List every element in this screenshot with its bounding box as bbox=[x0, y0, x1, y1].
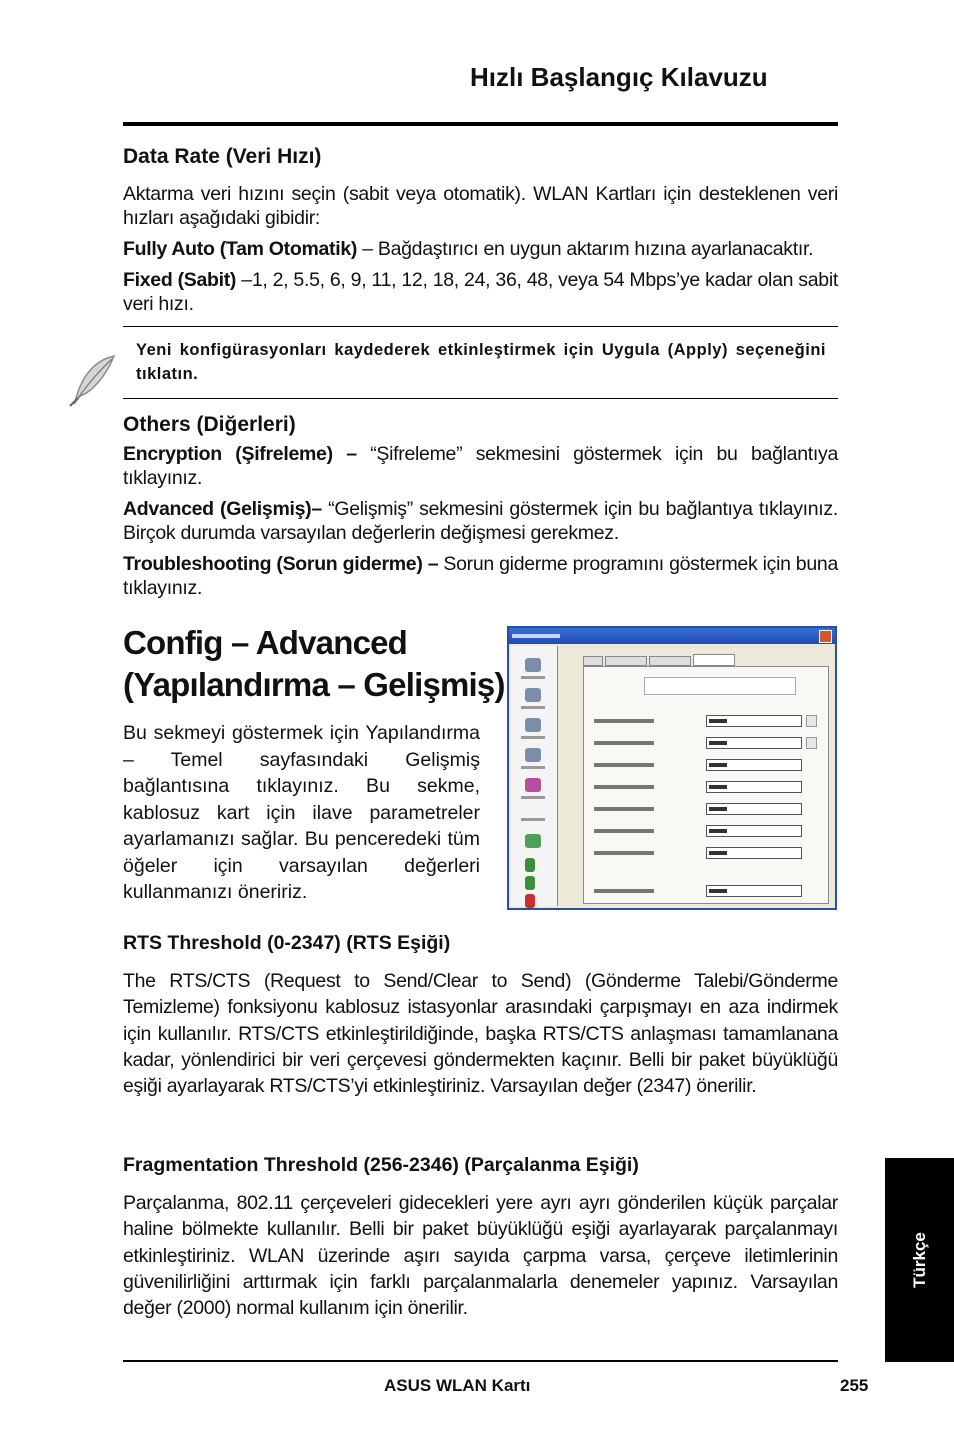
screenshot-panel bbox=[583, 666, 829, 904]
close-icon bbox=[819, 630, 832, 643]
page-number: 255 bbox=[840, 1376, 869, 1395]
rts-heading: RTS Threshold (0-2347) (RTS Eşiği) bbox=[123, 932, 451, 954]
note-top-rule bbox=[123, 326, 838, 327]
encryption-text: “Şifreleme” sekmesini göstermek için bu bağlantıya tıklayınız. bbox=[123, 443, 838, 489]
encryption-paragraph bbox=[123, 442, 838, 490]
rts-text: The RTS/CTS (Request to Send/Clear to Send) (Gönderme Talebi/Gönderme Temizleme) fonksiyonu kablosuz istasyonlar arasındaki çarpışmayı en aza indirmek için kullanılır. RTS/CTS etkinleştirildiğinde, başka RTS/CTS anlaşması tamamlanana kadar, yönlendirici bir veri çerçevesi göndermekten kaçınır. Belli bir paket büyüklüğü eşiği ayarlayarak RTS/CTS’yi etkinleştiriniz. Varsayılan değer (2347) önerilir. bbox=[123, 970, 838, 1098]
troubleshooting-term: Troubleshooting (Sorun giderme) – bbox=[123, 553, 439, 575]
config-advanced-title-line1: Config – Advanced bbox=[123, 624, 408, 661]
data-rate-intro: Aktarma veri hızını seçin (sabit veya otomatik). WLAN Kartları için desteklenen veri hızları aşağıdaki gibidir: bbox=[123, 183, 838, 229]
feather-pen-icon bbox=[66, 352, 118, 408]
fragmentation-heading: Fragmentation Threshold (256-2346) (Parçalanma Eşiği) bbox=[123, 1154, 639, 1176]
config-advanced-description: Bu sekmeyi göstermek için Yapılandırma – Temel sayfasındaki Gelişmiş bağlantısına tıklayınız. Bu sekme, kablosuz kart için ilave parametreler ayarlamanızı sağlar. Bu penceredeki tüm öğeler için varsayılan değerleri kullanmanızı öneririz. bbox=[123, 722, 480, 903]
advanced-term: Advanced (Gelişmiş)– bbox=[123, 498, 322, 520]
fully-auto-paragraph bbox=[123, 237, 838, 261]
fully-auto-term: Fully Auto (Tam Otomatik) bbox=[123, 238, 358, 260]
advanced-paragraph bbox=[123, 497, 838, 545]
troubleshooting-paragraph bbox=[123, 552, 838, 600]
troubleshooting-text: Sorun giderme programını göstermek için buna tıklayınız. bbox=[123, 553, 838, 599]
note-text: Yeni konfigürasyonları kaydederek etkinleştirmek için Uygula (Apply) seçeneğini tıklatın. bbox=[136, 341, 826, 383]
footer-rule bbox=[123, 1360, 838, 1362]
fixed-term: Fixed (Sabit) bbox=[123, 269, 237, 291]
screenshot-titlebar bbox=[509, 628, 835, 644]
fixed-text: –1, 2, 5.5, 6, 9, 11, 12, 18, 24, 36, 48, veya 54 Mbps’ye kadar olan sabit veri hızı. bbox=[123, 269, 838, 315]
advanced-settings-screenshot bbox=[507, 626, 837, 910]
header-rule bbox=[123, 122, 838, 126]
fixed-paragraph bbox=[123, 268, 838, 316]
config-advanced-title-line2: (Yapılandırma – Gelişmiş) bbox=[123, 666, 505, 703]
others-heading: Others (Diğerleri) bbox=[123, 413, 296, 436]
page-header-title: Hızlı Başlangıç Kılavuzu bbox=[470, 62, 768, 92]
data-rate-heading: Data Rate (Veri Hızı) bbox=[123, 145, 322, 168]
screenshot-left-pane bbox=[511, 646, 558, 906]
encryption-term: Encryption (Şifreleme) – bbox=[123, 443, 357, 465]
language-side-tab bbox=[885, 1158, 954, 1362]
footer-title: ASUS WLAN Kartı bbox=[384, 1376, 531, 1395]
config-advanced-title bbox=[123, 622, 505, 706]
fully-auto-text: – Bağdaştırıcı en uygun aktarım hızına ayarlanacaktır. bbox=[357, 238, 814, 260]
language-side-tab-label: Türkçe bbox=[909, 1232, 929, 1288]
note-bottom-rule bbox=[123, 398, 838, 399]
fragmentation-text: Parçalanma, 802.11 çerçeveleri gidecekleri yere ayrı ayrı gönderilen küçük parçalar haline bölmekte kullanılır. Belli bir paket büyüklüğü eşiği ayarlayarak parçalanmayı etkinleştiriniz. WLAN üzerinde aşırı sayıda çarpma varsa, çerçeve iletimlerinin güvenilirliğini arttırmak için farklı parçalanmalarla denemeler yapınız. Varsayılan değer (2000) normal kullanım için önerilir. bbox=[123, 1192, 838, 1320]
screenshot-tabs bbox=[583, 656, 735, 666]
advanced-text: “Gelişmiş” sekmesini göstermek için bu bağlantıya tıklayınız. Birçok durumda varsayılan değerlerin değişmesi gerekmez. bbox=[123, 498, 838, 544]
